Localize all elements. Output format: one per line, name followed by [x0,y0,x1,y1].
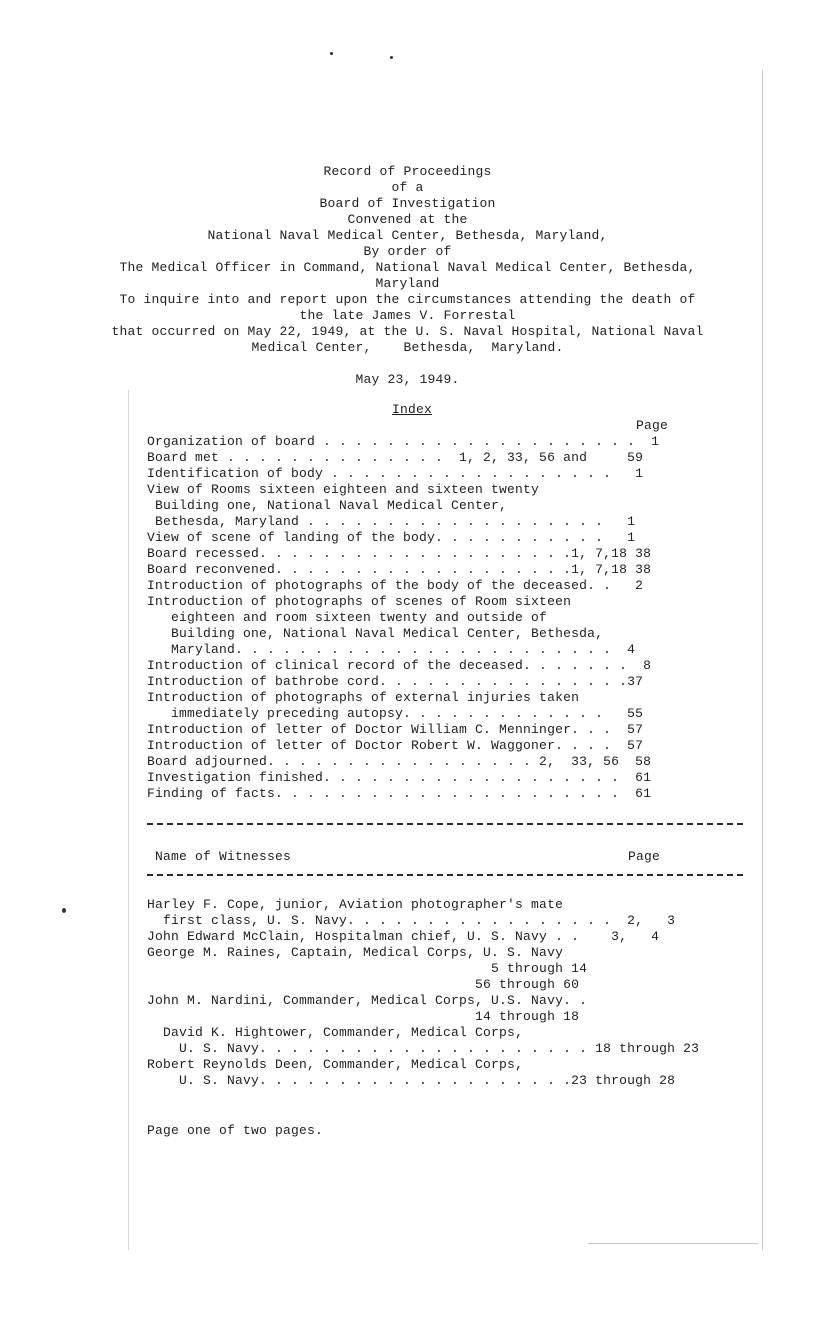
index-entry: Introduction of letter of Doctor Robert W. Waggoner. . . . 57 [147,738,644,753]
index-entry: Introduction of photographs of the body of the deceased. . 2 [147,578,644,593]
index-entry: Organization of board . . . . . . . . . . . . . . . . . . . . 1 [147,434,660,449]
speck [62,908,66,913]
witness-entry: 56 through 60 [147,977,580,992]
header-line: By order of [363,244,452,259]
index-title: Index [392,402,433,417]
header-line: The Medical Officer in Command, National Naval Medical Center, Bethesda, [119,260,696,275]
dashed-divider [147,823,743,825]
index-entry: eighteen and room sixteen twenty and outside of [147,610,548,625]
witness-entry: John Edward McClain, Hospitalman chief, U. S. Navy . . 3, 4 [147,929,660,944]
header-line: To inquire into and report upon the circumstances attending the death of [119,292,696,307]
header-line: Convened at the [347,212,468,227]
witness-entry: 14 through 18 [147,1009,580,1024]
witness-entry: Robert Reynolds Deen, Commander, Medical Corps, [147,1057,524,1072]
witness-entry: U. S. Navy. . . . . . . . . . . . . . . . . . . . . 18 through 23 [147,1041,700,1056]
witnesses-page-column-heading: Page [628,849,661,864]
index-entry: Board reconvened. . . . . . . . . . . . . . . . . . .1, 7,18 38 [147,562,652,577]
header-line: the late James V. Forrestal [299,308,516,323]
index-entry: Investigation finished. . . . . . . . . . . . . . . . . . . 61 [147,770,652,785]
speck [330,52,333,55]
witness-entry: U. S. Navy. . . . . . . . . . . . . . . . . . . .23 through 28 [147,1073,676,1088]
witness-entry: first class, U. S. Navy. . . . . . . . . . . . . . . . . 2, 3 [147,913,676,928]
index-entry: Introduction of bathrobe cord. . . . . . . . . . . . . . . .37 [147,674,644,689]
header-line: that occurred on May 22, 1949, at the U. S. Naval Hospital, National Naval [111,324,704,339]
index-entry: Introduction of photographs of external injuries taken [147,690,580,705]
witness-entry: 5 through 14 [147,961,588,976]
index-entry: Board recessed. . . . . . . . . . . . . . . . . . . .1, 7,18 38 [147,546,652,561]
bottom-rule [588,1243,758,1244]
header-line: Board of Investigation [319,196,496,211]
index-entry: Introduction of clinical record of the deceased. . . . . . . 8 [147,658,652,673]
witness-entry: Harley F. Cope, junior, Aviation photographer's mate [147,897,564,912]
index-entry: View of Rooms sixteen eighteen and sixteen twenty [147,482,540,497]
index-entry: Introduction of letter of Doctor William C. Menninger. . . 57 [147,722,644,737]
header-line: Maryland [375,276,440,291]
header-date: May 23, 1949. [355,372,460,387]
index-entry: Introduction of photographs of scenes of Room sixteen [147,594,572,609]
witness-entry: John M. Nardini, Commander, Medical Corps, U.S. Navy. . [147,993,588,1008]
witnesses-title: Name of Witnesses [155,849,292,864]
index-entry: Finding of facts. . . . . . . . . . . . . . . . . . . . . . 61 [147,786,652,801]
page-edge-left [128,390,129,1250]
index-entry: Building one, National Naval Medical Center, [147,498,508,513]
dashed-divider [147,874,743,876]
header-line: Record of Proceedings [323,164,492,179]
index-page-column-heading: Page [636,418,669,433]
index-entry: Bethesda, Maryland . . . . . . . . . . . . . . . . . . . 1 [147,514,636,529]
index-entry: Board met . . . . . . . . . . . . . . 1, 2, 33, 56 and 59 [147,450,644,465]
index-entry: View of scene of landing of the body. . . . . . . . . . . 1 [147,530,636,545]
index-entry: Board adjourned. . . . . . . . . . . . . . . . . 2, 33, 56 58 [147,754,652,769]
index-entry: Maryland. . . . . . . . . . . . . . . . . . . . . . . . 4 [147,642,636,657]
page-footer: Page one of two pages. [147,1123,324,1138]
witness-entry: George M. Raines, Captain, Medical Corps, U. S. Navy [147,945,564,960]
header-line: National Naval Medical Center, Bethesda, Maryland, [207,228,608,243]
header-line: of a [391,180,424,195]
witness-entry: David K. Hightower, Commander, Medical Corps, [147,1025,524,1040]
index-entry: Building one, National Naval Medical Center, Bethesda, [147,626,604,641]
speck [390,56,393,59]
index-entry: Identification of body . . . . . . . . . . . . . . . . . . 1 [147,466,644,481]
header-line: Medical Center, Bethesda, Maryland. [251,340,564,355]
index-entry: immediately preceding autopsy. . . . . . . . . . . . . 55 [147,706,644,721]
